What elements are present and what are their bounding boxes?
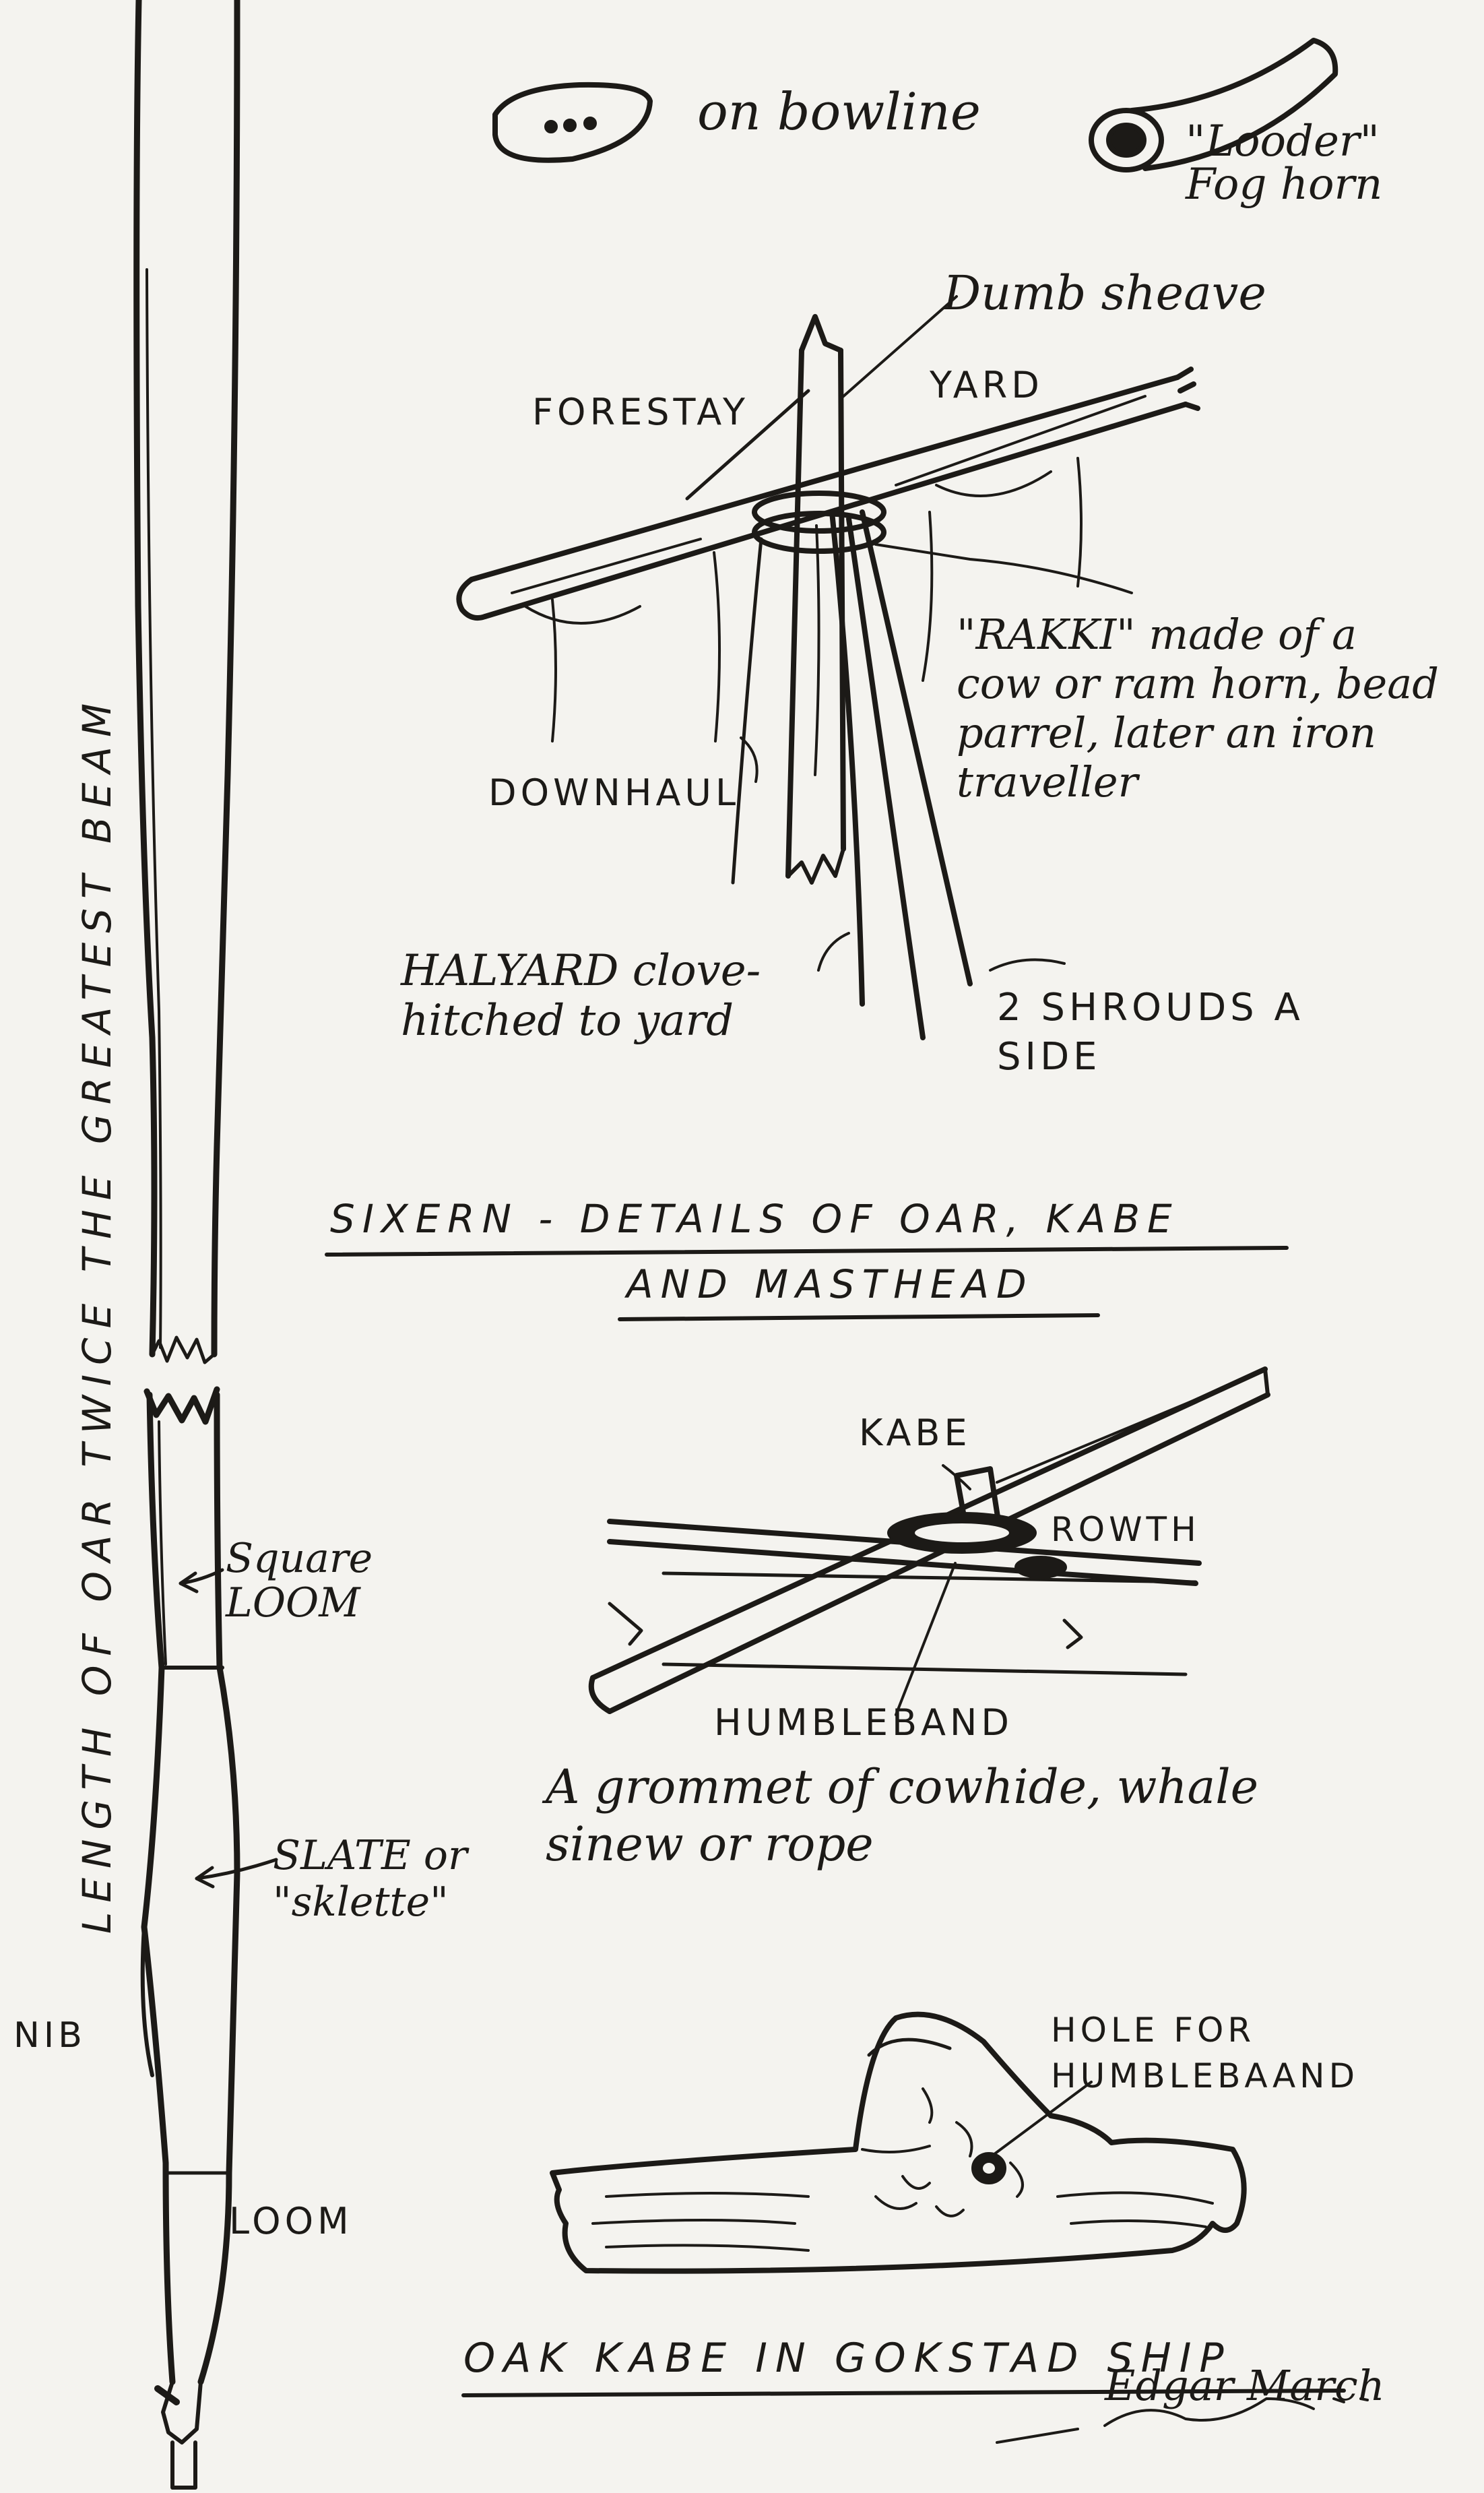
- main-title-line1: SIXERN - DETAILS OF OAR, KABE: [330, 1196, 1180, 1242]
- main-title-line2: AND MASTHEAD: [626, 1261, 1034, 1307]
- label-hole-for-humbleband: HOLE FOR HUMBLEBAAND: [1051, 2011, 1359, 2095]
- label-downhaul: DOWNHAUL: [488, 771, 740, 814]
- label-humbleband: HUMBLEBAND: [714, 1701, 1013, 1744]
- label-looder-fog-horn: "Looder" Fog horn: [1186, 117, 1383, 210]
- label-loom: LOOM: [229, 2200, 353, 2242]
- oar-upper-shaft: [137, 0, 237, 1362]
- label-fog-horn: [1186, 117, 1469, 210]
- oar-lower-shaft: [143, 1389, 237, 2488]
- label-shrouds: 2 SHROUDS A SIDE: [997, 986, 1304, 1079]
- label-halyard: HALYARD clove-hitched to yard: [401, 946, 761, 1046]
- oak-kabe-title: OAK KABE IN GOKSTAD SHIP: [463, 2335, 1232, 2382]
- label-oar-length: LENGTH OF OAR TWICE THE GREATEST BEAM: [74, 693, 120, 1934]
- label-yard: YARD: [930, 364, 1043, 406]
- label-grommet: A grommet of cowhide, whale sinew or rope: [546, 1759, 1259, 1872]
- label-slate: SLATE or "sklette": [273, 1832, 467, 1926]
- label-kabe: KABE: [859, 1412, 971, 1454]
- label-rowth: ROWTH: [1051, 1510, 1200, 1549]
- label-square-loom: Square LOOM: [226, 1535, 373, 1627]
- label-rakki: "RAKKI" made of a cow or ram horn, bead parrel, later an iron traveller: [957, 610, 1439, 807]
- bowline-toggle: [495, 85, 650, 160]
- label-forestay: FORESTAY: [532, 391, 750, 433]
- label-nib: NIB: [13, 2015, 86, 2056]
- label-on-bowline: on bowline: [697, 82, 981, 141]
- label-dumb-sheave: Dumb sheave: [943, 265, 1266, 321]
- signature: Edgar March: [1105, 2361, 1385, 2410]
